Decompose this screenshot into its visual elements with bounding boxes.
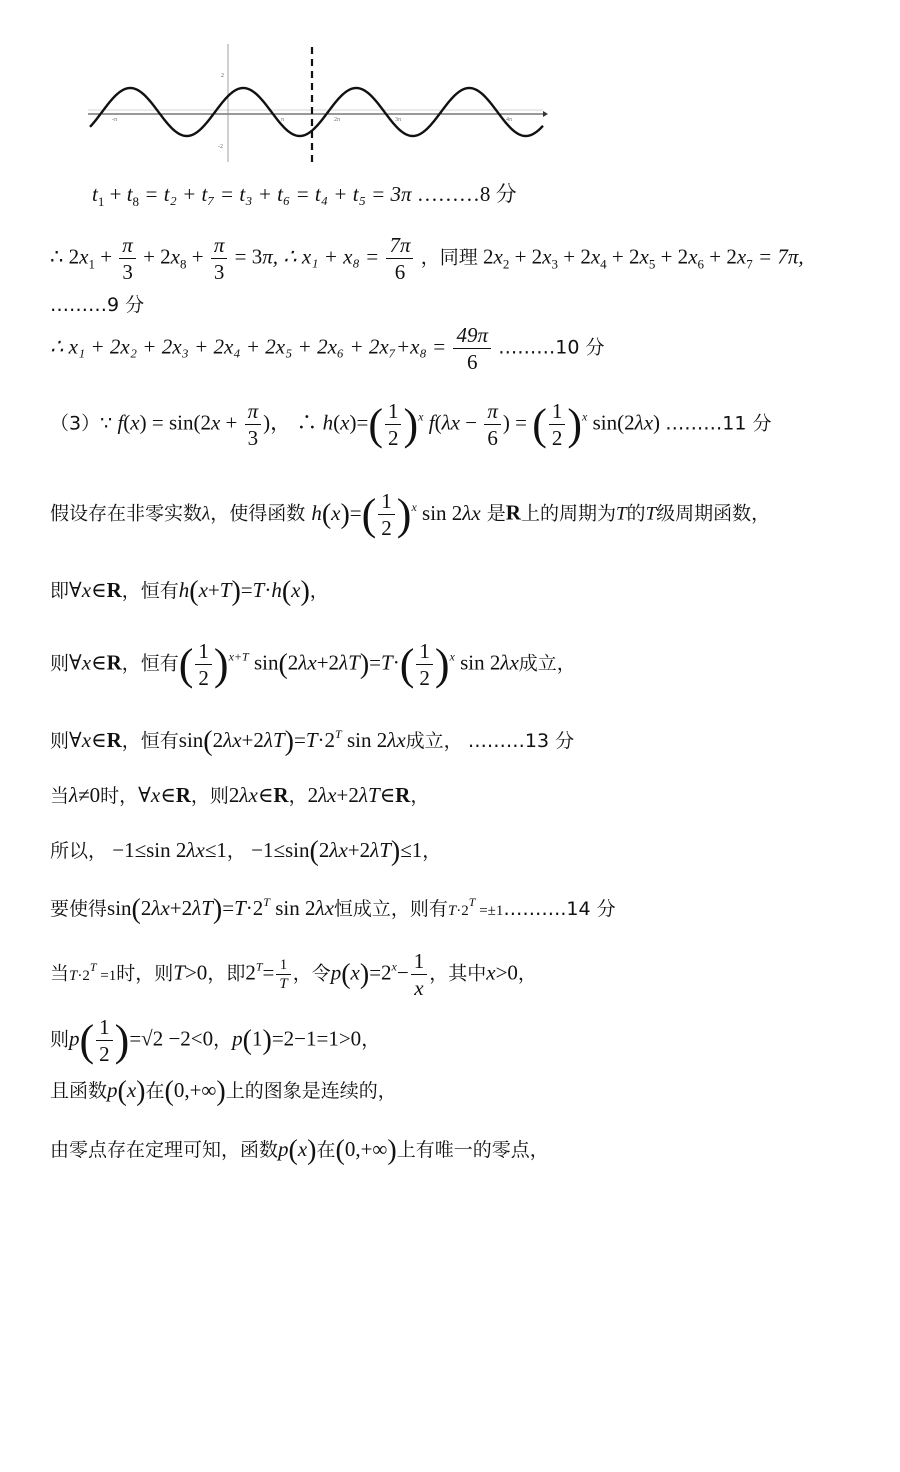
- text-line: 当λ≠0时，∀x∈R，则2λx∈R，2λx+2λT∈R，: [50, 783, 430, 807]
- text-line: 则p( $\frac{1}{2}$ )=√2 −2<0，p(1)=2−1=1>0，: [50, 1015, 381, 1067]
- text-line: 假设存在非零实数λ，使得函数 h(x)=( $\frac{1}{2}$ )$^x$ sin 2λx 是R上的周期为T的T级周期函数，: [50, 489, 771, 541]
- text-line: 且函数p(x)在(0,+∞)上的图象是连续的，: [50, 1076, 397, 1107]
- y-tick-top: 2: [221, 73, 224, 79]
- equation-line: （3）∵ f(x) = sin(2x + $\frac{\pi}{3}$ )， ∴ h(x)=( $\frac{1}{2}$ )$^x$ f(λx − $\frac{\pi}{6}$ ) = ( $\frac{1}{2}$ )$^x$ sin(2λx) ………11 分: [50, 399, 772, 451]
- x-tick-label: 2π: [334, 117, 341, 123]
- text-line: 即∀x∈R，恒有h(x+T)=T·h(x)，: [50, 576, 329, 607]
- x-tick-label: 4π: [506, 117, 513, 123]
- equation-line: ∴ $2x_1$ + $\frac{\pi}{3}$ + $2x_8$ + $\frac{\pi}{3}$ = 3π, ∴ x₁ + x₈ = $\frac{7\pi}{6}$ ，同理 $2x_2 + 2x_3 + 2x_4 + 2x_5 + 2x_6 + 2x_7 = 7\pi$,: [50, 233, 804, 285]
- score-line: ………9 分: [50, 294, 145, 316]
- x-tick-label: 3π: [395, 117, 402, 123]
- x-tick-label: π: [281, 117, 285, 123]
- x-tick-label: -π: [112, 117, 118, 123]
- y-tick-bottom: -2: [218, 144, 223, 150]
- equation-line: $t_1 + t_8 = t_2 + t_7 = t_3 + t_6 = t_4 + t_5 = 3\pi$ ………8 分: [92, 182, 517, 209]
- equation-line: ∴ x₁ + 2x₂ + 2x₃ + 2x₄ + 2x₅ + 2x₆ + 2x₇+x₈ = $\frac{49\pi}{6}$ ………10 分: [50, 323, 605, 375]
- sine-graph: [88, 42, 548, 167]
- x-axis-arrow: [543, 111, 548, 117]
- text-line: 由零点存在定理可知，函数p(x)在(0,+∞)上有唯一的零点，: [50, 1135, 549, 1166]
- text-line: 则∀x∈R，恒有$\sin(2\lambda x+2\lambda T)=T\cdot 2^T$ sin 2λx成立， ………13 分: [50, 726, 575, 758]
- text-line: 则∀x∈R，恒有( $\frac{1}{2}$ )$^{x+T}$ sin(2λx+2λT)=T·( $\frac{1}{2}$ )$^x$ sin 2λx成立，: [50, 639, 576, 691]
- text-line: 所以， −1≤sin 2λx≤1， −1≤sin(2λx+2λT)≤1，: [50, 836, 442, 867]
- text-line: 要使得$\sin(2\lambda x+2\lambda T)=T\cdot 2^T$ sin 2λx恒成立，则有$T\cdot 2^T$ =±1……….14 分: [50, 894, 616, 926]
- sine-curve: [90, 88, 543, 136]
- text-line: 当$T\cdot 2^T =1$时，则T>0，即$2^T=$ $\frac{1}{T}$ ，令$p(x)=2^x-$ $\frac{1}{x}$ ，其中x>0，: [50, 949, 537, 1001]
